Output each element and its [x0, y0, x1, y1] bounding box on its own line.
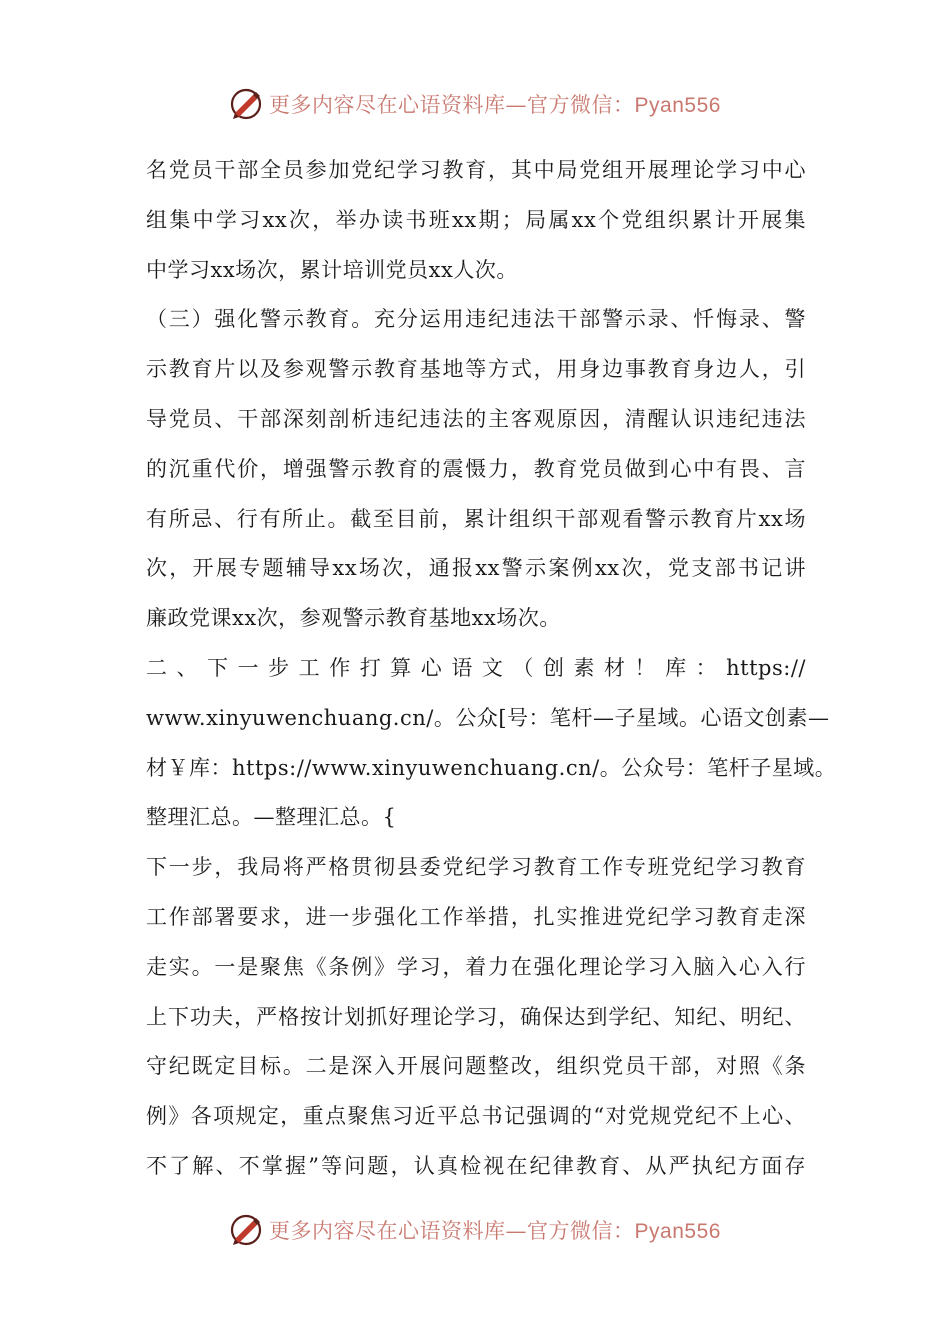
- text-line: 导党员、干部深刻剖析违纪违法的主客观原因，清醒认识违纪违法: [146, 406, 806, 431]
- header-banner: [0, 82, 950, 126]
- pen-nib-logo-icon: [229, 87, 263, 121]
- text-line: 上下功夫，严格按计划抓好理论学习，确保达到学纪、知纪、明纪、: [146, 1004, 806, 1029]
- text-line: 廉政党课xx次，参观警示教育基地xx场次。: [146, 606, 561, 631]
- text-line: 守纪既定目标。二是深入开展问题整改，组织党员干部，对照《条: [146, 1054, 806, 1079]
- footer-banner-wechat-id: Pyan556: [634, 1220, 721, 1243]
- text-line: 示教育片以及参观警示教育基地等方式，用身边事教育身边人，引: [146, 357, 806, 382]
- text-line: 下一步，我局将严格贯彻县委党纪学习教育工作专班党纪学习教育: [146, 855, 806, 880]
- text-line: 不了解、不掌握”等问题，认真检视在纪律教育、从严执纪方面存: [146, 1153, 806, 1178]
- text-line: 走实。一是聚焦《条例》学习，着力在强化理论学习入脑入心入行: [146, 954, 806, 979]
- text-line: 材￥库：https://www.xinyuwenchuang.cn/。公众号：笔杆子星域。: [146, 755, 837, 780]
- pen-nib-logo-icon: [229, 1213, 263, 1247]
- text-line: 的沉重代价，增强警示教育的震慑力，教育党员做到心中有畏、言: [146, 456, 806, 481]
- text-line: 例》各项规定，重点聚焦习近平总书记强调的“对党规党纪不上心、: [146, 1104, 806, 1129]
- section-heading-line: 二 、 下 一 步 工 作 打 算 心 语 文 （ 创 素 材 ！ 库 ： https://: [146, 655, 806, 680]
- text-line: 整理汇总。—整理汇总。{: [146, 805, 397, 830]
- footer-banner-label: 更多内容尽在心语资料库—官方微信：: [269, 1219, 635, 1243]
- text-line: 中学习xx场次，累计培训党员xx人次。: [146, 257, 518, 282]
- text-line: www.xinyuwenchuang.cn/。公众[号：笔杆—子星域。心语文创素—: [146, 705, 830, 730]
- text-line: 有所忌、行有所止。截至目前，累计组织干部观看警示教育片xx场: [146, 506, 806, 531]
- text-line: 次，开展专题辅导xx场次，通报xx警示案例xx次，党支部书记讲: [146, 556, 806, 581]
- header-banner-wechat-id: Pyan556: [634, 94, 721, 117]
- footer-banner-text: [269, 1215, 721, 1245]
- text-line: （三）强化警示教育。充分运用违纪违法干部警示录、忏悔录、警: [146, 307, 806, 332]
- text-line: 名党员干部全员参加党纪学习教育，其中局党组开展理论学习中心: [146, 158, 806, 182]
- text-line: 工作部署要求，进一步强化工作举措，扎实推进党纪学习教育走深: [146, 904, 806, 929]
- text-line: 组集中学习xx次，举办读书班xx期；局属xx个党组织累计开展集: [146, 207, 806, 232]
- header-banner-text: [269, 89, 721, 119]
- footer-banner: [0, 1208, 950, 1252]
- header-banner-label: 更多内容尽在心语资料库—官方微信：: [269, 93, 635, 117]
- document-body: [146, 146, 837, 1192]
